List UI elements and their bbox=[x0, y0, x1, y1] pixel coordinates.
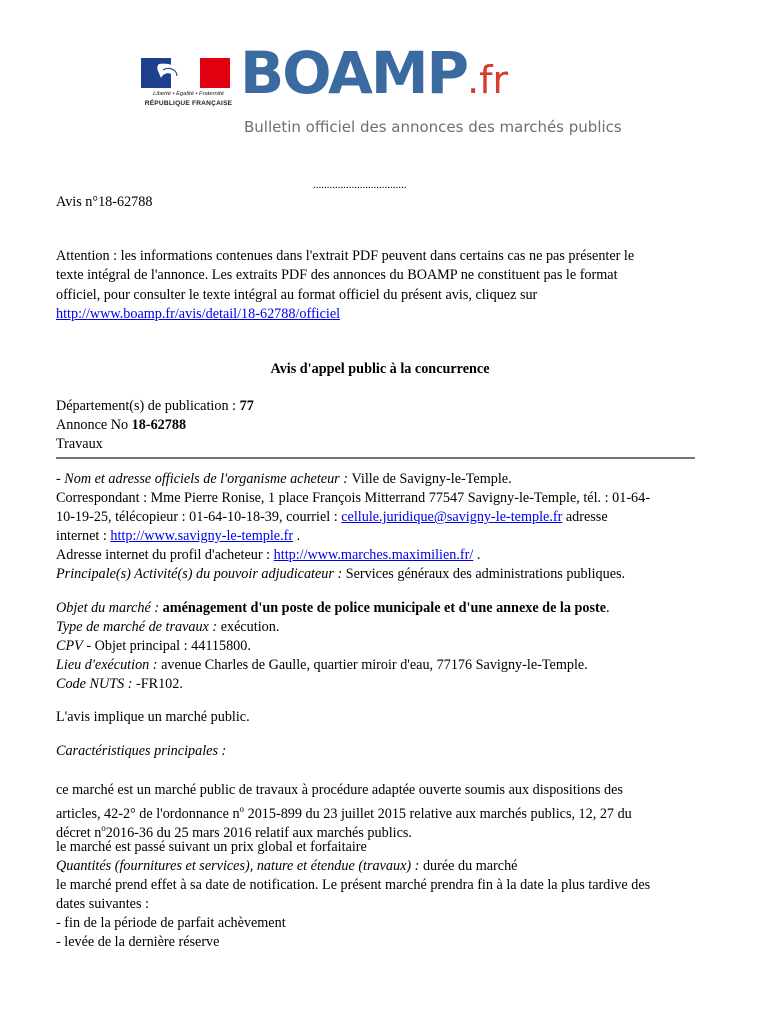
dot-separator: .................................. bbox=[313, 179, 407, 191]
nuts-code-line: Code NUTS : -FR102. bbox=[56, 676, 183, 692]
email-link[interactable]: cellule.juridique@savigny-le-temple.fr bbox=[341, 509, 563, 525]
buyer-name-line: - Nom et adresse officiels de l'organisme acheteur : Ville de Savigny-le-Temple. bbox=[56, 471, 512, 487]
marianne-flag-logo bbox=[141, 58, 230, 88]
brand-name: BOAMP bbox=[240, 39, 468, 107]
details-line-9: - levée de la dernière réserve bbox=[56, 934, 220, 950]
details-line-7: dates suivantes : bbox=[56, 896, 149, 912]
activity-line: Principale(s) Activité(s) du pouvoir adjudicateur : Services généraux des administrations publiques. bbox=[56, 566, 626, 582]
notice-heading: Avis d'appel public à la concurrence bbox=[270, 361, 490, 377]
attention-line-2: texte intégral de l'annonce. Les extraits PDF des annonces du BOAMP ne constituent pas le format bbox=[56, 267, 618, 283]
characteristics-heading: Caractéristiques principales : bbox=[56, 743, 227, 759]
official-notice-link[interactable]: http://www.boamp.fr/avis/detail/18-62788/officiel bbox=[56, 306, 341, 322]
section-divider bbox=[56, 457, 695, 459]
logo-motto: Liberté • Égalité • Fraternité bbox=[153, 91, 224, 97]
correspondant-line-2: 10-19-25, télécopieur : 01-64-10-18-39, courriel : cellule.juridique@savigny-le-temple.fr adresse bbox=[56, 509, 608, 525]
category-line: Travaux bbox=[56, 436, 103, 452]
notice-number: Avis n°18-62788 bbox=[56, 194, 153, 210]
details-line-4: le marché est passé suivant un prix global et forfaitaire bbox=[56, 839, 367, 855]
annonce-line: Annonce No 18-62788 bbox=[56, 417, 187, 433]
details-line-8: - fin de la période de parfait achèvement bbox=[56, 915, 286, 931]
details-line-6: le marché prend effet à sa date de notification. Le présent marché prendra fin à la date la plus tardive des bbox=[56, 877, 651, 893]
attention-line-1: Attention : les informations contenues dans l'extrait PDF peuvent dans certains cas ne pas présenter le bbox=[56, 248, 635, 264]
brand-subtitle: Bulletin officiel des annonces des marchés publics bbox=[244, 118, 622, 136]
details-line-3: décret $n^o2016-36$ du 25 mars 2016 relatif aux marchés publics. bbox=[56, 823, 412, 841]
website-link[interactable]: http://www.savigny-le-temple.fr bbox=[110, 528, 294, 544]
cpv-line: CPV - Objet principal : 44115800. bbox=[56, 638, 251, 654]
public-market-line: L'avis implique un marché public. bbox=[56, 709, 250, 725]
execution-place-line: Lieu d'exécution : avenue Charles de Gaulle, quartier miroir d'eau, 77176 Savigny-le-Temple. bbox=[56, 657, 588, 673]
buyer-profile-line: Adresse internet du profil d'acheteur : http://www.marches.maximilien.fr/ . bbox=[56, 547, 481, 563]
correspondant-line-1: Correspondant : Mme Pierre Ronise, 1 place François Mitterrand 77547 Savigny-le-Temple, tél. : 01-64- bbox=[56, 490, 650, 506]
details-line-2: articles, 42-2° de l'ordonnance $n^o$ 2015-899 du 23 juillet 2015 relative aux marchés publics, 12, 27 du bbox=[56, 804, 632, 822]
details-line-1: ce marché est un marché public de travaux à procédure adaptée ouverte soumis aux dispositions des bbox=[56, 782, 623, 798]
market-type-line: Type de marché de travaux : exécution. bbox=[56, 619, 280, 635]
market-object-line: Objet du marché : aménagement d'un poste de police municipale et d'une annexe de la poste. bbox=[56, 600, 610, 616]
attention-line-3: officiel, pour consulter le texte intégral au format officiel du présent avis, cliquez sur bbox=[56, 287, 538, 303]
buyer-profile-link[interactable]: http://www.marches.maximilien.fr/ bbox=[273, 547, 474, 563]
departement-line: Département(s) de publication : 77 bbox=[56, 398, 254, 414]
brand-suffix: .fr bbox=[467, 58, 509, 102]
brand-title bbox=[240, 39, 509, 107]
logo-republic-label: RÉPUBLIQUE FRANÇAISE bbox=[144, 100, 233, 107]
quantities-line: Quantités (fournitures et services), nature et étendue (travaux) : durée du marché bbox=[56, 858, 518, 874]
internet-line: internet : http://www.savigny-le-temple.fr . bbox=[56, 528, 301, 544]
